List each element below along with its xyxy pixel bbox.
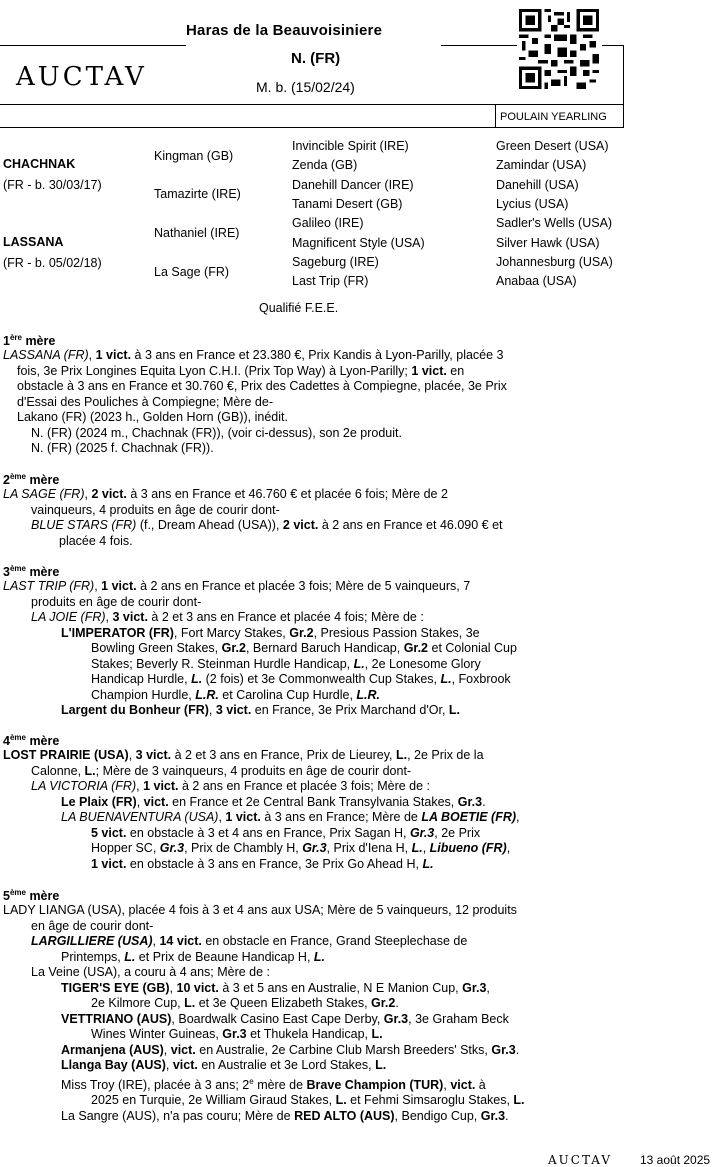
sire-name: CHACHNAK [3,157,76,171]
s5-para-3: LARGILLIERE (USA), 14 vict. en obstacle en France, Grand Steeplechase de [31,934,468,948]
dam-name: LASSANA [3,235,64,249]
section-2-body [3,487,609,549]
s3-para-4: L'IMPERATOR (FR), Fort Marcy Stakes, Gr.2, Presious Passion Stakes, 3e [61,625,480,640]
s1-wins: 1 vict. [411,363,447,378]
s2-para-4: placée 4 fois. [59,533,133,548]
s3-para-3: LA JOIE (FR), 3 vict. à 2 et 3 ans en France et placée 4 fois; Mère de : [31,610,424,624]
s1-para-7: N. (FR) (2025 f. Chachnak (FR)). [31,441,214,455]
s4-para-4: Le Plaix (FR), vict. en France et 2e Central Bank Transylvania Stakes, Gr.3. [61,794,486,809]
section-title-5: 5ème mère [3,888,60,904]
s1-para-6: N. (FR) (2024 m., Chachnak (FR)), (voir ci-dessus), son 2e produit. [31,425,402,440]
section-title-3: 3ème mère [3,564,60,580]
s4-para-8: 1 vict. en obstacle à 3 ans en France, 3e Prix Go Ahead H, L. [91,856,434,871]
s3-para-9: Largent du Bonheur (FR), 3 vict. en France, 3e Prix Marchand d'Or, L. [61,703,461,717]
dam-info: (FR - b. 05/02/18) [3,256,102,270]
pedigree-gen3: Galileo (IRE) [292,216,364,230]
section-1-body [3,348,609,457]
pedigree-gen2: La Sage (FR) [154,265,230,279]
pedigree-gen2: Tamazirte (IRE) [154,187,241,201]
s4-para-6: 5 vict. en obstacle à 3 et 4 ans en France, Prix Sagan H, Gr.3, 2e Prix [91,825,481,840]
section-5-body [3,903,609,1124]
s5-para-2: en âge de courir dont- [31,918,154,933]
breeder-name: Haras de la Beauvoisiniere [186,22,383,39]
s4-para-2: Calonne, L.; Mère de 3 vainqueurs, 4 produits en âge de courir dont- [31,763,412,778]
s1-para-5: Lakano (FR) (2023 h., Golden Horn (GB)), inédit. [17,410,288,424]
header-divider-right [602,45,624,46]
s4-para-7: Hopper SC, Gr.3, Prix de Chambly H, Gr.3, Prix d'Iena H, L., Libueno (FR), [91,841,511,855]
s1-horse: LASSANA (FR) [3,348,89,362]
section-3-body [3,579,609,719]
s5-para-12: Miss Troy (IRE), placée à 3 ans; 2e mère de Brave Champion (TUR), vict. à [61,1076,486,1092]
category-label: POULAIN YEARLING [500,111,607,123]
pedigree-top-border [0,127,624,128]
s5-para-5: La Veine (USA), a couru à 4 ans; Mère de : [31,965,271,979]
s1-wins: 1 vict. [95,348,132,362]
s5-para-10: Armanjena (AUS), vict. en Australie, 2e Carbine Club Marsh Breeders' Stks, Gr.3. [61,1042,520,1057]
s3-para-7: Handicap Hurdle, L. (2 fois) et 3e Commonwealth Cup Stakes, L., Foxbrook [91,672,511,686]
s3-para-5: Bowling Green Stakes, Gr.2, Bernard Baruch Handicap, Gr.2 et Colonial Cup [91,641,517,655]
s4-para-3: LA VICTORIA (FR), 1 vict. à 2 ans en France et placée 3 fois; Mère de : [31,779,431,793]
s5-para-8: VETTRIANO (AUS), Boardwalk Casino East Cape Derby, Gr.3, 3e Graham Beck [61,1011,509,1026]
pedigree-gen3: Zenda (GB) [292,158,358,172]
horse-description: M. b. (15/02/24) [256,79,355,95]
qualification-note: Qualifié F.E.E. [259,301,339,315]
pedigree-gen4: Danehill (USA) [496,178,579,192]
pedigree-gen3: Last Trip (FR) [292,274,369,288]
pedigree-gen4: Anabaa (USA) [496,274,577,288]
s1-para-2: fois, 3e Prix Longines Equita Lyon C.H.I. (Prix Top Way) à Lyon-Parilly; 1 vict. en [17,363,465,378]
pedigree-gen3: Sageburg (IRE) [292,255,379,269]
s3-para-8: Champion Hurdle, L.R. et Carolina Cup Hurdle, L.R. [91,687,381,702]
s2-para-1: LA SAGE (FR), 2 vict. à 3 ans en France et 46.760 € et placée 6 fois; Mère de 2 [3,487,448,501]
section-title-2: 2ème mère [3,472,60,488]
s4-para-5: LA BUENAVENTURA (USA), 1 vict. à 3 ans en France; Mère de LA BOETIE (FR), [61,810,520,824]
pedigree-gen4: Sadler's Wells (USA) [496,216,613,230]
s5-para-13: 2025 en Turquie, 2e William Giraud Stakes, L. et Fehmi Simsaroglu Stakes, L. [91,1093,525,1108]
footer-date: 13 août 2025 [640,1153,711,1167]
pedigree-gen3: Danehill Dancer (IRE) [292,178,414,192]
pedigree-gen2: Kingman (GB) [154,149,234,163]
s1-para-1: LASSANA (FR), 1 vict. à 3 ans en France et 23.380 €, Prix Kandis à Lyon-Parilly, placée 3 [3,348,504,362]
s4-para-1: LOST PRAIRIE (USA), 3 vict. à 2 et 3 ans en France, Prix de Lieurey, L., 2e Prix de la [3,748,484,762]
section-4-body [3,748,609,872]
s5-para-11: Llanga Bay (AUS), vict. en Australie et 3e Lord Stakes, L. [61,1058,387,1072]
header-divider-bottom [0,104,624,105]
s2-para-2: vainqueurs, 4 produits en âge de courir dont- [31,502,280,517]
s3-para-2: produits en âge de courir dont- [31,594,202,609]
pedigree-gen3: Tanami Desert (GB) [292,197,403,211]
section-title-1: 1ère mère [3,333,56,349]
footer-logo: AUCTAV [548,1153,613,1167]
pedigree-gen4: Silver Hawk (USA) [496,236,600,250]
sire-info: (FR - b. 30/03/17) [3,178,102,192]
category-box-left [495,104,496,128]
pedigree-gen2: Nathaniel (IRE) [154,226,240,240]
s5-para-4: Printemps, L. et Prix de Beaune Handicap H, L. [61,949,326,964]
s5-para-14: La Sangre (AUS), n'a pas couru; Mère de RED ALTO (AUS), Bendigo Cup, Gr.3. [61,1108,509,1123]
header-divider-mid [441,45,517,46]
s2-para-3: BLUE STARS (FR) (f., Dream Ahead (USA)), 2 vict. à 2 ans en France et 46.090 € et [31,518,503,532]
pedigree-gen4: Green Desert (USA) [496,139,609,153]
s5-para-1: LADY LIANGA (USA), placée 4 fois à 3 et 4 ans aux USA; Mère de 5 vainqueurs, 12 produits [3,903,517,917]
s3-para-6: Stakes; Beverly R. Steinman Hurdle Handicap, L., 2e Lonesome Glory [91,656,481,671]
s5-para-7: 2e Kilmore Cup, L. et 3e Queen Elizabeth Stakes, Gr.2. [91,996,399,1010]
pedigree-gen3: Magnificent Style (USA) [292,236,425,250]
s5-para-6: TIGER'S EYE (GB), 10 vict. à 3 et 5 ans en Australie, N E Manion Cup, Gr.3, [61,980,490,995]
s1-para-4: d'Essai des Pouliches à Compiegne; Mère de- [17,394,273,409]
header-divider-left [0,45,186,46]
qr-code-icon [519,9,599,89]
s1-para-3: obstacle à 3 ans en France et 30.760 €, Prix des Cadettes à Compiegne, placée, 3e Prix [17,379,507,393]
auctav-logo: AUCTAV [16,62,147,92]
s3-para-1: LAST TRIP (FR), 1 vict. à 2 ans en France et placée 3 fois; Mère de 5 vainqueurs, 7 [3,579,471,593]
s5-para-9: Wines Winter Guineas, Gr.3 et Thukela Handicap, L. [91,1027,383,1041]
pedigree-gen4: Lycius (USA) [496,197,569,211]
pedigree-gen4: Johannesburg (USA) [496,255,613,269]
header-border-right [623,45,624,128]
pedigree-gen3: Invincible Spirit (IRE) [292,139,409,153]
horse-name: N. (FR) [291,50,341,67]
pedigree-gen4: Zamindar (USA) [496,158,587,172]
section-title-4: 4ème mère [3,733,60,749]
